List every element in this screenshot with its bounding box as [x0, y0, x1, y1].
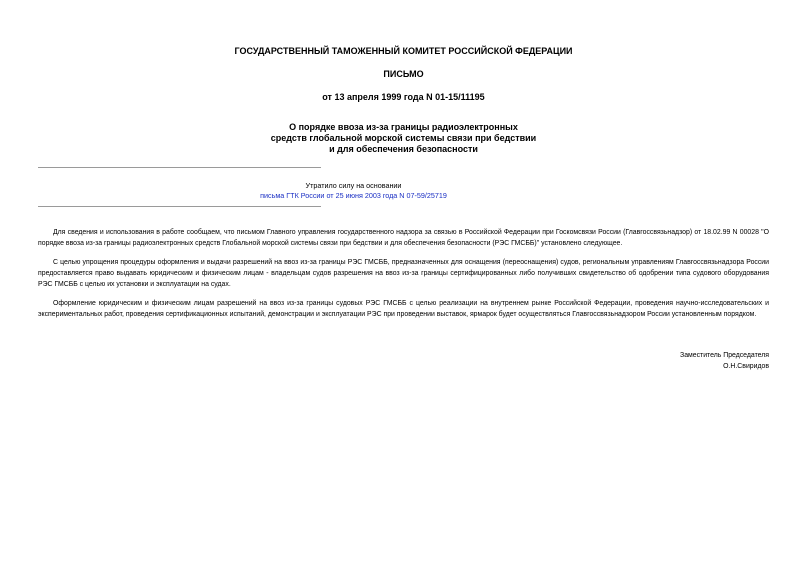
document-date-number: от 13 апреля 1999 года N 01-15/11195 [322, 92, 485, 102]
document-subject [0, 122, 807, 155]
repeal-document-link[interactable]: письма ГТК России от 25 июня 2003 года N 07-59/25719 [260, 191, 447, 200]
document-type: ПИСЬМО [383, 69, 424, 79]
status-note: Утратило силу на основании [305, 181, 402, 190]
body-paragraph: Для сведения и использования в работе сообщаем, что письмом Главного управления государственного надзора за связью в Российской Федерации при Госкомсвязи России (Главгоссвязьнадзор) от 18.02.99 N 00028 "О порядке ввоза из-за границы радиоэлектронных средств Глобальной морской системы связи при бедствии и для обеспечения безопасности (РЭС ГМСББ)" установлено следующее. [38, 229, 769, 247]
signatory-position: Заместитель Председателя [680, 352, 769, 359]
divider-top [38, 167, 321, 168]
divider-bottom [38, 206, 321, 207]
body-paragraph: Оформление юридическим и физическим лицам разрешений на ввоз из-за границы судовых РЭС ГМСББ с целью реализации на внутреннем рынке Российской Федерации, проведения научно-исследовательских и экспериментальных работ, проведения сертификационных испытаний, демонстрации и эксплуатации РЭС при проведении выставок, ярмарок будет осуществляться Главгоссвязьнадзором России установленным порядком. [38, 300, 769, 318]
issuing-organization: ГОСУДАРСТВЕННЫЙ ТАМОЖЕННЫЙ КОМИТЕТ РОССИЙСКОЙ ФЕДЕРАЦИИ [234, 46, 573, 56]
subject-line: О порядке ввоза из-за границы радиоэлектронных [289, 122, 518, 132]
subject-line: и для обеспечения безопасности [329, 144, 478, 154]
body-paragraph: С целью упрощения процедуры оформления и выдачи разрешений на ввоз из-за границы РЭС ГМСББ, предназначенных для оснащения (переоснащения) судов, региональным управлениям Главгоссвязьнадзора России предоставляется право выдавать юридическим и физическим лицам - владельцам судов разрешения на ввоз из-за границы сертифицированных либо получивших свидетельство об одобрении типа судового оборудования РЭС ГМСББ с целью их установки и эксплуатации на судах. [38, 259, 769, 288]
subject-line: средств глобальной морской системы связи при бедствии [270, 133, 537, 143]
signatory-name: О.Н.Свиридов [723, 363, 769, 370]
